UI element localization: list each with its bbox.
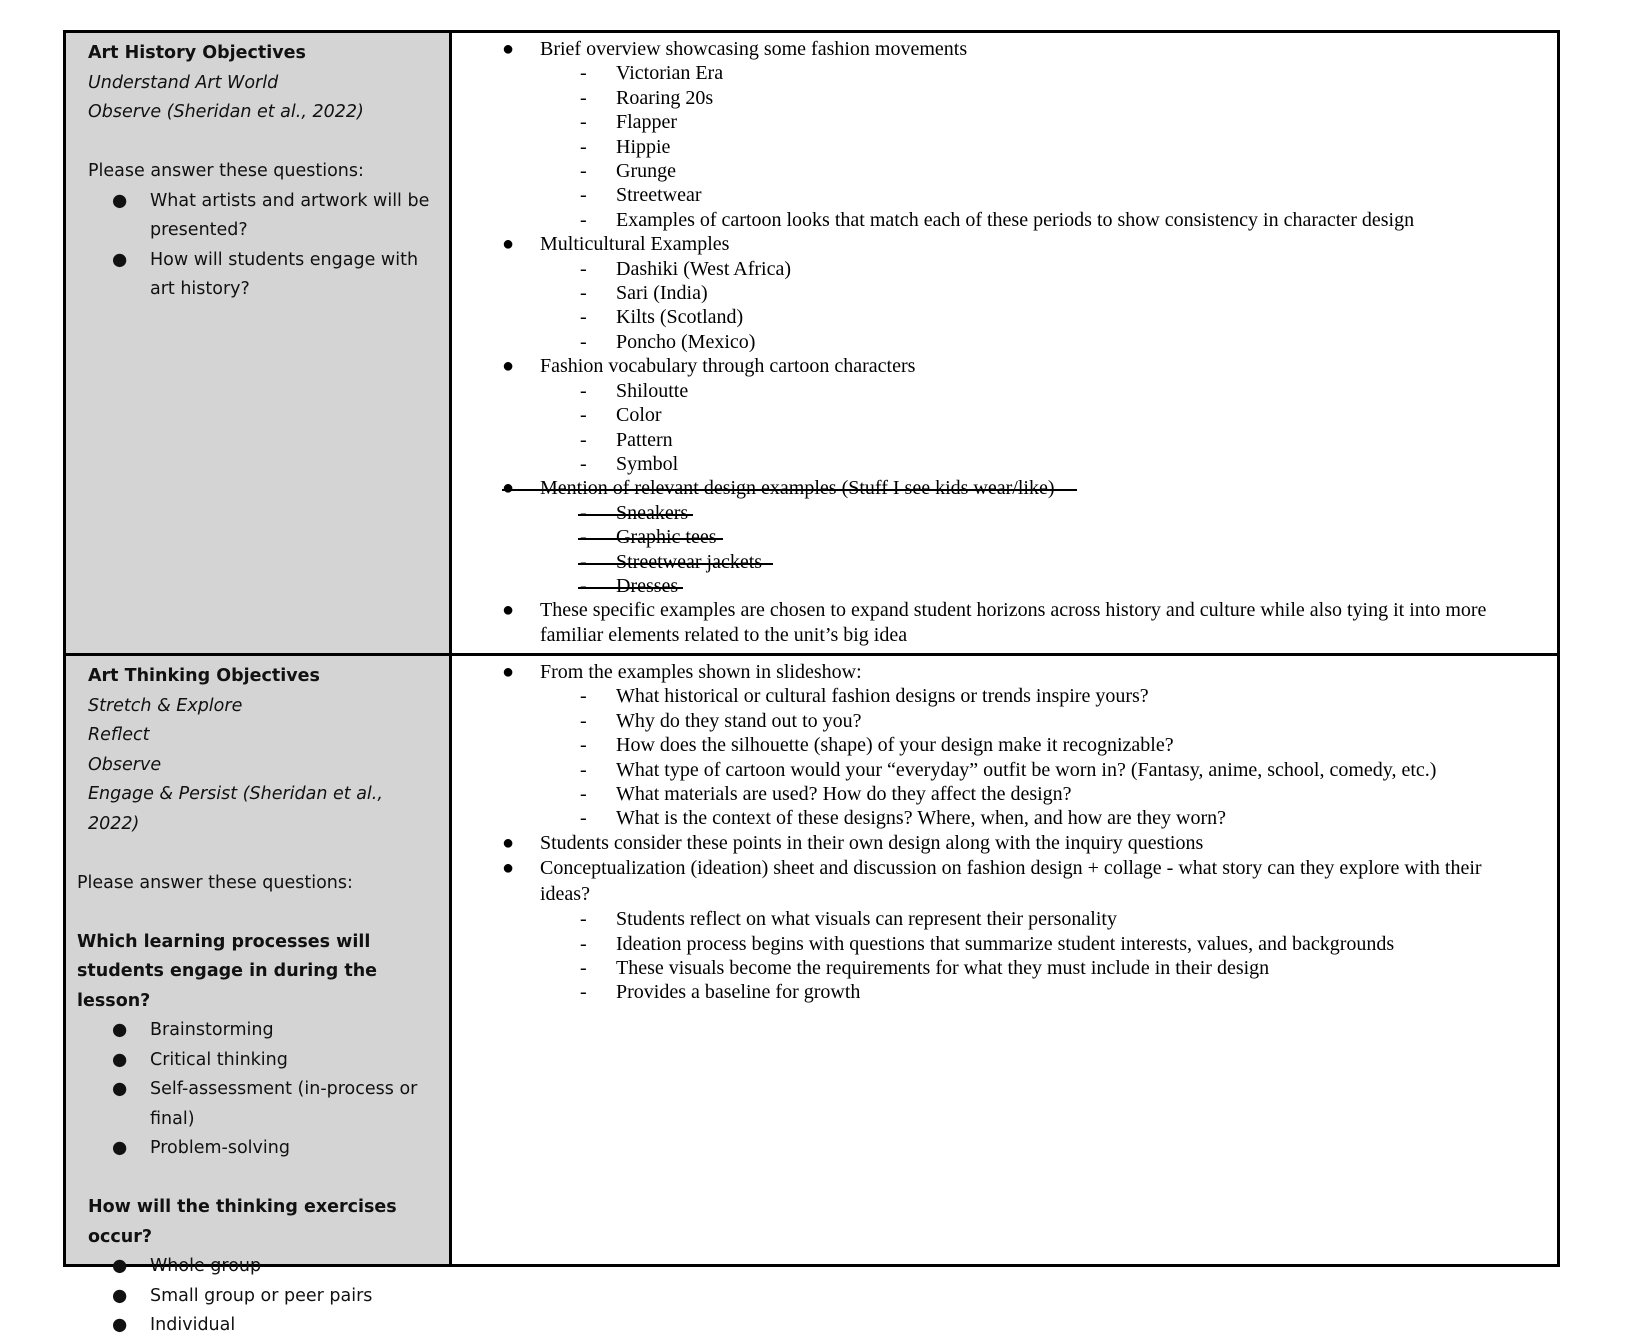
bullet-icon: ● — [112, 1020, 128, 1040]
subtitle: Observe (Sheridan et al., 2022) — [88, 102, 364, 122]
bullet-icon: ● — [502, 599, 515, 622]
subtitle: Engage & Persist (Sheridan et al., 2022) — [88, 784, 383, 834]
bullet-icon: ● — [112, 190, 128, 211]
list-item: ● Brief overview showcasing some fashion movements — [452, 37, 1517, 61]
subtitle: Understand Art World — [88, 72, 279, 93]
sub-item: - Examples of cartoon looks that match each of these periods to show consistency in character design — [580, 208, 1415, 231]
struck-sub-item: - Sneakers — [452, 501, 1517, 525]
bullet-icon: ● — [502, 831, 515, 854]
sub-item: - Provides a baseline for growth — [580, 981, 861, 1004]
prompt-text: Please answer these questions: — [77, 872, 353, 893]
bullet-icon: ● — [502, 38, 515, 60]
bullet-icon: ● — [112, 1315, 128, 1335]
subtitle: Observe — [88, 754, 162, 775]
sub-item: - Victorian Era — [580, 62, 724, 85]
list-item: ● These specific examples are chosen to expand student horizons across history and culture while also tying it into more familiar elements related to the unit’s big idea — [452, 598, 1517, 647]
struck-list-item: ● Mention of relevant design examples (Stuff I see kids wear/like) — [452, 476, 1517, 500]
list-item: ● Problem-solving — [66, 1134, 439, 1164]
sub-item: - Sari (India) — [580, 282, 708, 305]
list-item: ● Students consider these points in their own design along with the inquiry questions — [452, 831, 1517, 855]
sub-item: - Students reflect on what visuals can represent their personality — [580, 908, 1117, 931]
sub-item: - What type of cartoon would your “everyday” outfit be worn in? (Fantasy, anime, school, comedy, etc.) — [580, 758, 1437, 781]
sub-item: - Poncho (Mexico) — [580, 330, 756, 353]
list-item: ● Multicultural Examples — [452, 232, 1517, 256]
sub-item: - What materials are used? How do they affect the design? — [580, 783, 1072, 806]
sub-item: - How does the silhouette (shape) of your design make it recognizable? — [580, 734, 1174, 757]
section-heading: Art Thinking Objectives — [88, 666, 320, 686]
list-item: ● Brainstorming — [66, 1016, 439, 1046]
subtitle: Stretch & Explore — [88, 695, 243, 716]
subtitle: Reflect — [88, 725, 150, 745]
section-heading: Art History Objectives — [88, 43, 306, 63]
question-heading: How will the thinking exercises occur? — [88, 1197, 397, 1247]
sub-item: - Flapper — [580, 111, 678, 134]
art-thinking-objectives-cell — [66, 656, 452, 1335]
sub-item: - Pattern — [580, 428, 673, 451]
list-item: ● Critical thinking — [66, 1046, 439, 1076]
list-item: ● Whole group — [66, 1252, 439, 1282]
question-heading: Which learning processes will students engage in during the lesson? — [77, 931, 378, 1011]
sub-item: - Roaring 20s — [580, 86, 714, 109]
bullet-icon: ● — [112, 1256, 128, 1276]
list-item: ● Small group or peer pairs — [66, 1282, 439, 1312]
sub-item: - Hippie — [580, 135, 671, 158]
list-item: ● Conceptualization (ideation) sheet and discussion on fashion design + collage - what story can they explore with their ideas? — [452, 855, 1517, 907]
bullet-icon: ● — [112, 249, 128, 270]
sub-item: - Symbol — [580, 452, 679, 475]
bullet-icon: ● — [502, 661, 515, 683]
bullet-icon: ● — [502, 355, 515, 378]
list-item: ● Individual — [66, 1311, 439, 1341]
bullet-icon: ● — [112, 1049, 128, 1070]
bullet-icon: ● — [112, 1138, 128, 1158]
list-item: ● From the examples shown in slideshow: — [452, 660, 1517, 684]
bullet-icon: ● — [112, 1079, 128, 1099]
sub-item: - Grunge — [580, 160, 676, 183]
list-item: ● Self-assessment (in-process or final) — [66, 1075, 439, 1134]
sub-item: - Shiloutte — [580, 379, 689, 402]
sub-item: - These visuals become the requirements for what they must include in their design — [580, 957, 1270, 980]
list-item: ● Fashion vocabulary through cartoon characters — [452, 354, 1517, 378]
sub-item: - Dashiki (West Africa) — [580, 257, 791, 280]
bullet-icon: ● — [112, 1285, 128, 1306]
art-history-row — [66, 33, 1557, 653]
art-thinking-row — [66, 653, 1557, 1335]
sub-item: - Color — [580, 404, 662, 427]
lesson-plan-table — [63, 30, 1560, 1335]
struck-sub-item: - Dresses — [452, 574, 1517, 598]
struck-sub-item: - Graphic tees — [452, 525, 1517, 549]
sub-item: - What historical or cultural fashion designs or trends inspire yours? — [580, 685, 1149, 708]
prompt-text: Please answer these questions: — [88, 161, 364, 181]
sub-item: - Kilts (Scotland) — [580, 306, 744, 329]
sub-item: - What is the context of these designs? Where, when, and how are they worn? — [580, 807, 1226, 830]
art-history-objectives-cell — [66, 33, 452, 653]
bullet-icon: ● — [502, 233, 515, 256]
list-item: ● How will students engage with art history? — [66, 246, 439, 305]
art-thinking-content-cell — [452, 656, 1557, 1264]
art-history-content-cell — [452, 33, 1557, 653]
bullet-icon: ● — [502, 857, 515, 880]
struck-sub-item: - Streetwear jackets — [452, 550, 1517, 574]
bullet-icon: ● — [502, 477, 515, 500]
sub-item: - Streetwear — [580, 184, 702, 207]
list-item: ● What artists and artwork will be presented? — [66, 187, 439, 246]
sub-item: - Why do they stand out to you? — [580, 709, 862, 732]
sub-item: - Ideation process begins with questions that summarize student interests, values, and backgrounds — [580, 932, 1395, 955]
